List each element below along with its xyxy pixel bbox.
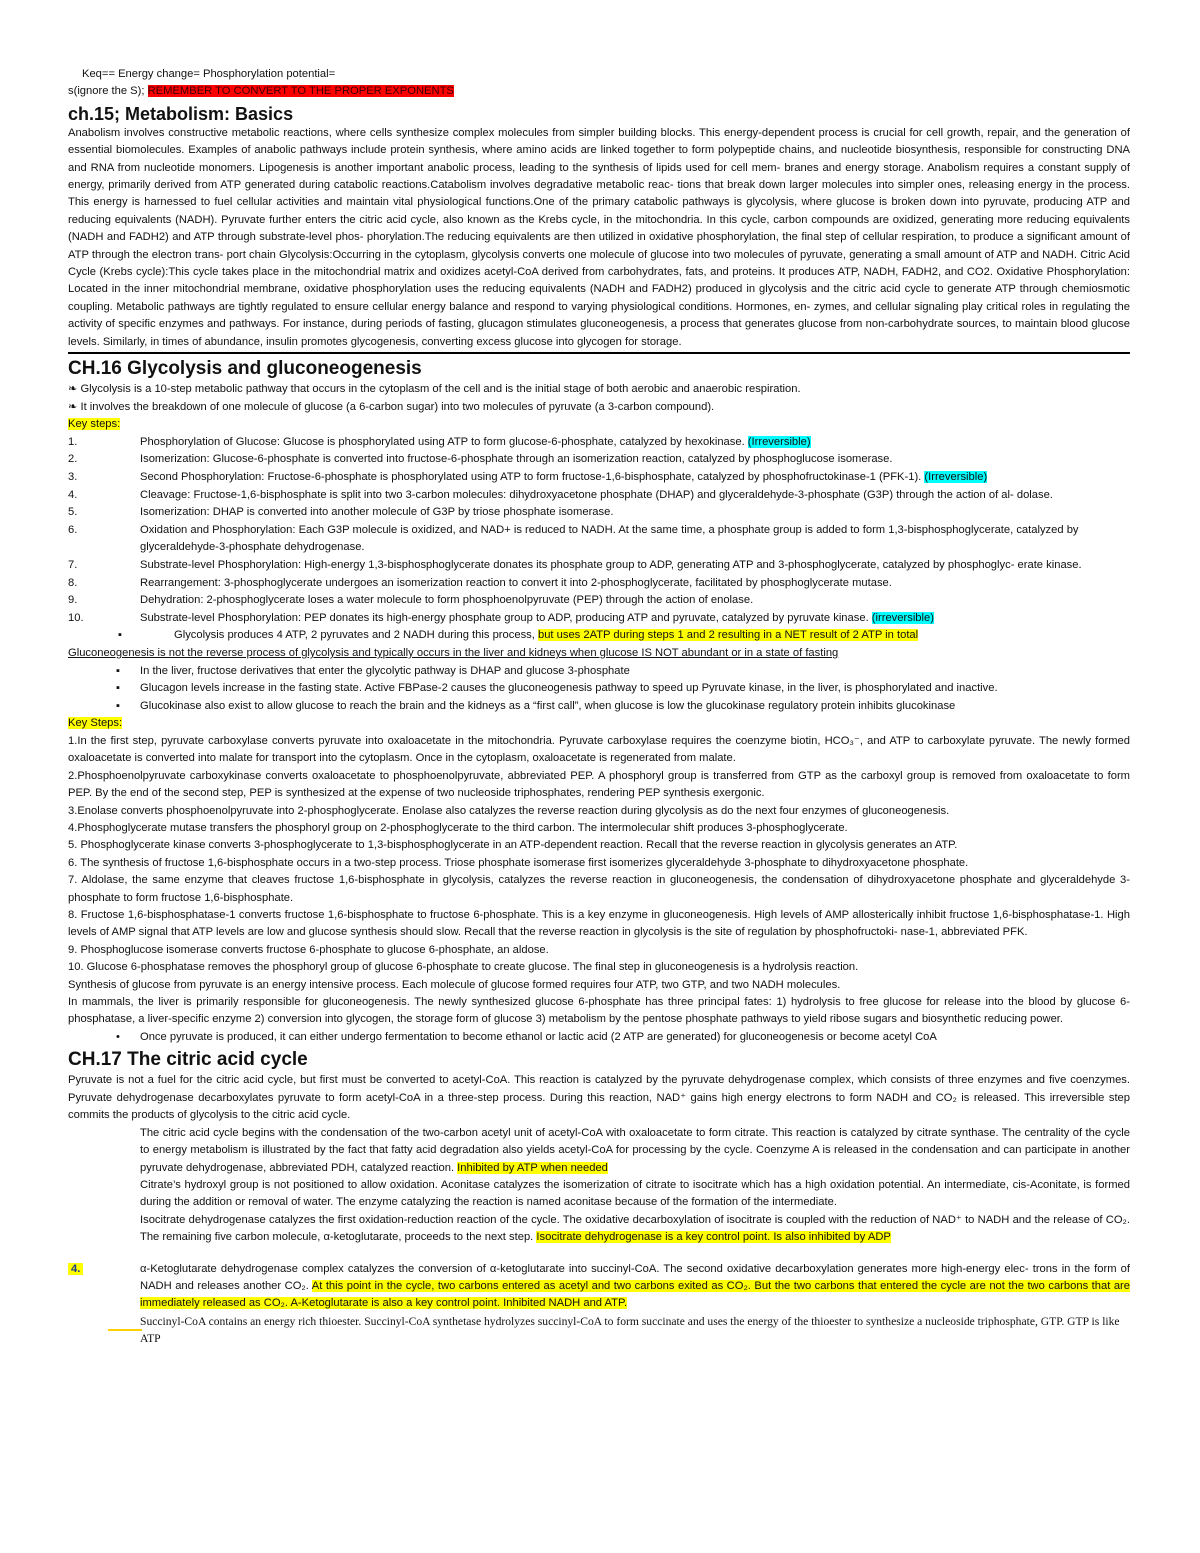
irreversible-tag: (irreversible) <box>871 611 934 624</box>
ketoglutarate-paragraph: 4. α-Ketoglutarate dehydrogenase complex catalyzes the conversion of α-ketoglutarate into succinyl-CoA. The second oxidative decarboxylation generates more high-energy elec- trons in the form of NADH and releases another CO₂. At this point in the cycle, two carbons entered as acetyl and two carbons exited as CO₂. But the two carbons that entered the cycle are not the two carbons that are immediately released as CO₂. A-Ketoglutarate is also a key control point. Inhibited NADH and ATP. <box>68 1261 1130 1313</box>
isocitrate-dehydrogenase-paragraph: Isocitrate dehydrogenase catalyzes the first oxidation-reduction reaction of the cycle. The oxidative decarboxylation of isocitrate is coupled with the reduction of NAD⁺ to NADH and the release of CO₂. The remaining five carbon molecule, α-ketoglutarate, proceeds to the next step. Isocitrate dehydrogenase is a key control point. Is also inhibited by ADP <box>140 1213 1130 1244</box>
pyruvate-bullet: • Once pyruvate is produced, it can either undergo fermentation to become ethanol or lactic acid (2 ATP are generated) for gluconeogenesis or become acetyl CoA <box>68 1029 1130 1047</box>
key-steps-label: Key steps: <box>68 418 121 431</box>
bullet-icon: ❧ <box>68 383 78 396</box>
irreversible-tag: (Irreversible) <box>747 435 811 448</box>
glycolysis-step: 10. Substrate-level Phosphorylation: PEP donates its high-energy phosphate group to ADP, producing ATP and pyruvate, catalyzed by pyruvate kinase. (irreversible) <box>68 611 934 624</box>
gluco-step: 6. The synthesis of fructose 1,6-bisphosphate occurs in a two-step process. Triose phosphate isomerase first isomerizes glyceraldehyde 3-phosphate to dihydroxyacetone phosphate. <box>68 856 969 869</box>
step-4-number: 4. <box>68 1263 83 1275</box>
glycolysis-step: 6. Oxidation and Phosphorylation: Each G3P molecule is oxidized, and NAD+ is reduced to NADH. At the same time, a phosphate group is added to form 1,3-bisphosphoglycerate, catalyzed by glyceraldehyde-3-phosphate dehydrogenase. <box>68 523 1079 554</box>
ch15-body: Anabolism involves constructive metabolic reactions, where cells synthesize complex molecules from simpler building blocks. This energy-dependent process is crucial for cell growth, repair, and the generation of essential biomolecules. Examples of anabolic pathways include protein synthesis, where amino acids are linked together to form polypeptide chains, and nucleotide biosynthesis, responsible for constructing DNA and RNA from nucleotide monomers. Lipogenesis is another important anabolic process, leading to the synthesis of lipids used for cell mem- branes and energy storage. Anabolism requires a constant supply of energy, primarily derived from ATP generated during catabolic reactions.Catabolism involves degradative metabolic reac- tions that break down larger molecules into simpler ones, releasing energy in the process. This energy is harnessed to fuel cellular activities and maintain vital physiological functions.One of the primary catabolic pathways is glycolysis, where glucose is broken down into pyruvate, producing ATP and reducing equivalents (NADH). Pyruvate further enters the citric acid cycle, also known as the Krebs cycle, in the mitochondria. In this cycle, carbon compounds are oxidized, generating more reducing equivalents (NADH and FADH2) and ATP through substrate-level phos- phorylation.The reducing equivalents are then utilized in oxidative phosphorylation, the final step of cellular respiration, to produce a significant amount of ATP through the electron trans- port chain Glycolysis:Occurring in the cytoplasm, glycolysis converts one molecule of glucose into two molecules of pyruvate, generating a small amount of ATP and NADH. Citric Acid Cycle (Krebs cycle):This cycle takes place in the mitochondrial matrix and oxidizes acetyl-CoA derived from carbohydrates, fats, and proteins. It produces ATP, NADH, FADH2, and CO2. Oxidative Phosphorylation: Located in the inner mitochondrial membrane, oxidative phosphorylation uses the reducing equivalents (NADH and FADH2) produced in glycolysis and the citric acid cycle to generate ATP through chemiosmotic coupling. Metabolic pathways are tightly regulated to ensure cellular energy balance and respond to varying physiological conditions. Hormones, en- zymes, and cellular signaling play critical roles in regulating the activity of specific enzymes and pathways. For instance, during periods of fasting, glucagon stimulates gluconeogenesis, a process that generates glucose from non-carbohydrate sources, to maintain blood glucose levels. Similarly, in times of abundance, insulin promotes glycogenesis, converting excess glucose into glycogen for storage. <box>68 125 1130 354</box>
glycolysis-step: 4. Cleavage: Fructose-1,6-bisphosphate is split into two 3-carbon molecules: dihydroxyacetone phosphate (DHAP) and glyceraldehyde-3-phosphate (G3P) through the action of al- dolase. <box>68 488 1053 501</box>
gluco-step: 7. Aldolase, the same enzyme that cleaves fructose 1,6-bisphosphate in glycolysis, catalyzes the reverse reaction in gluconeogenesis, the condensation of dihydroxyacetone phosphate and glyceraldehyde 3-phosphate to form fructose 1,6-bisphosphate. <box>68 874 1130 904</box>
gluco-step: 9. Phosphoglucose isomerase converts fructose 6-phosphate to glucose 6-phosphate, an aldose. <box>68 943 549 956</box>
glycolysis-step: 1. Phosphorylation of Glucose: Glucose is phosphorylated using ATP to form glucose-6-phosphate, catalyzed by hexokinase. (Irreversible) <box>68 435 811 448</box>
bullet-dot-icon: • <box>116 1030 120 1043</box>
gluco-step: 2.Phosphoenolpyruvate carboxykinase converts oxaloacetate to phosphoenolpyruvate, abbreviated PEP. A phosphoryl group is transferred from GTP as the carboxyl group is removed from oxaloacetate to form PEP. By the end of the second step, PEP is synthesized at the expense of two nucleoside triphosphates, rendering PEP synthesis exergonic. <box>68 769 1130 800</box>
document-page <box>68 66 1130 1347</box>
intro-text: It involves the breakdown of one molecule of glucose (a 6-carbon sugar) into two molecules of pyruvate (a 3-carbon compound). <box>80 400 715 413</box>
glycolysis-yield: ▪ Glycolysis produces 4 ATP, 2 pyruvates and 2 NADH during this process, but uses 2ATP during steps 1 and 2 resulting in a NET result of 2 ATP in total <box>68 627 1130 645</box>
ch16-intro-2 <box>68 399 1130 417</box>
glycolysis-step: 5. Isomerization: DHAP is converted into another molecule of G3P by triose phosphate isomerase. <box>68 506 614 519</box>
bullet-icon: ❧ <box>68 400 78 413</box>
key-steps-2-label: Key Steps: <box>68 717 123 730</box>
net-atp-highlight: but uses 2ATP during steps 1 and 2 resulting in a NET result of 2 ATP in total <box>537 629 919 642</box>
control-point-highlight: Isocitrate dehydrogenase is a key control point. Is also inhibited by ADP <box>536 1231 891 1244</box>
glycolysis-step: 7. Substrate-level Phosphorylation: High-energy 1,3-bisphosphoglycerate donates its phosphate group to ADP, generating ATP and 3-phosphoglycerate, catalyzed by phosphoglyc- erate kinase. <box>68 559 1082 572</box>
ch16-intro-1 <box>68 381 1130 399</box>
ch17-heading: CH.17 The citric acid cycle <box>68 1049 308 1071</box>
ch15-heading: ch.15; Metabolism: Basics <box>68 103 294 124</box>
synthesis-cost: Synthesis of glucose from pyruvate is an energy intensive process. Each molecule of glucose formed requires four ATP, two GTP, and two NADH molecules. <box>68 978 841 991</box>
gluco-step: 5. Phosphoglycerate kinase converts 3-phosphoglycerate to 1,3-bisphosphoglycerate in an ATP-dependent reaction. Recall that the reverse reaction in glycolysis generates an ATP. <box>68 839 958 852</box>
gluco-step: 4.Phosphoglycerate mutase transfers the phosphoryl group on 2-phosphoglycerate to the third carbon. The intermolecular shift produces 3-phosphoglycerate. <box>68 822 848 834</box>
ch16-heading: CH.16 Glycolysis and gluconeogenesis <box>68 358 422 380</box>
bullet-square-icon: ▪ <box>116 699 120 712</box>
atp-inhibition-highlight: Inhibited by ATP when needed <box>457 1161 608 1174</box>
carbons-highlight: At this point in the cycle, two carbons entered as acetyl and two carbons exited as CO₂. But the two carbons that entered the cycle are not the two carbons that are immediately released as CO₂. A-Ketoglutarate is also a key control point. Inhibited NADH and ATP. <box>140 1279 1130 1310</box>
keq-line: Keq== Energy change= Phosphorylation potential= <box>82 68 336 80</box>
glycolysis-steps <box>68 434 1130 628</box>
gluco-step: 8. Fructose 1,6-bisphosphatase-1 converts fructose 1,6-bisphosphate to fructose 6-phosphate. This is a key enzyme in gluconeogenesis. High levels of AMP allosterically inhibit fructose 1,6-bisphosphatase-1. High levels of AMP signal that ATP levels are low and glucose synthesis should slow. Recall that the reverse reaction in glycolysis is the site of regulation by phosphofructoki- nase-1, abbreviated PFK. <box>68 909 1130 939</box>
yellow-underline-mark <box>108 1329 142 1331</box>
gluconeogenesis-note: Gluconeogenesis is not the reverse process of glycolysis and typically occurs in the liver and kidneys when glucose IS NOT abundant or in a state of fasting <box>68 647 839 659</box>
ch17-intro: Pyruvate is not a fuel for the citric acid cycle, but first must be converted to acetyl-CoA. This reaction is catalyzed by the pyruvate dehydrogenase complex, which consists of three enzymes and five coenzymes. Pyruvate dehydrogenase decarboxylates pyruvate to form acetyl-CoA in a three-step process. During this reaction, NAD⁺ gains high energy electrons to form NADH and CO₂ is released. This irreversible step commits the products of glycolysis to the citric acid cycle. <box>68 1074 1130 1122</box>
gluco-bullet: ▪ Glucagon levels increase in the fasting state. Active FBPase-2 causes the gluconeogenesis pathway to speed up Pyruvate kinase, in the liver, is phosphorylated and inactive. <box>68 680 1130 698</box>
convert-exponents-reminder: REMEMBER TO CONVERT TO THE PROPER EXPONENTS <box>147 85 454 98</box>
glucose-6p-fates: In mammals, the liver is primarily responsible for gluconeogenesis. The newly synthesized glucose 6-phosphate has three principal fates: 1) hydrolysis to free glucose for release into the blood by glucose 6-phosphatase, a liver-specific enzyme 2) conversion into glycogen, the storage form of glucose 3) metabolism by the pentose phosphate pathways to yield ribose sugars and biosynthetic reducing power. <box>68 996 1130 1026</box>
gluco-bullet: ▪ Glucokinase also exist to allow glucose to reach the brain and the kidneys as a “first call”, when glucose is low the glucokinase regulatory protein inhibits glucokinase <box>68 698 1130 716</box>
bullet-square-icon: ▪ <box>118 629 122 642</box>
glycolysis-step: 8. Rearrangement: 3-phosphoglycerate undergoes an isomerization reaction to convert it into 2-phosphoglycerate, facilitated by phosphoglycerate mutase. <box>68 576 892 589</box>
ignore-s-note: s(ignore the S); <box>68 85 145 98</box>
gluco-step: 3.Enolase converts phosphoenolpyruvate into 2-phosphoglycerate. Enolase also catalyzes the reverse reaction during glycolysis as do the next four enzymes of gluconeogenesis. <box>68 804 950 817</box>
irreversible-tag: (Irreversible) <box>924 471 988 484</box>
gluco-bullet: ▪ In the liver, fructose derivatives that enter the glycolytic pathway is DHAP and glucose 3-phosphate <box>68 663 1130 681</box>
glycolysis-step: 3. Second Phosphorylation: Fructose-6-phosphate is phosphorylated using ATP to form fructose-1,6-bisphosphate, catalyzed by phosphofructokinase-1 (PFK-1). (Irreversible) <box>68 471 988 484</box>
gluco-step: 1.In the first step, pyruvate carboxylase converts pyruvate into oxaloacetate in the mitochondria. Pyruvate carboxylase requires the coenzyme biotin, HCO₃⁻, and ATP to carboxylate pyruvate. The newly formed oxaloacetate is converted into malate for transport into the cytoplasm. Once in the cytoplasm, oxaloacetate is regenerated from malate. <box>68 734 1130 765</box>
citrate-synthase-paragraph: The citric acid cycle begins with the condensation of the two-carbon acetyl unit of acetyl-CoA with oxaloacetate to form citrate. This reaction is catalyzed by citrate synthase. The centrality of the cycle to energy metabolism is illustrated by the fact that fatty acid degradation also yields acetyl-CoA for processing by the cycle. Coenzyme A is released in the condensation and can participate in another pyruvate dehydrogenase, abbreviated PDH, catalyzed reaction. Inhibited by ATP when needed <box>140 1126 1130 1174</box>
bullet-square-icon: ▪ <box>116 664 120 677</box>
gluconeogenesis-steps <box>68 733 1130 977</box>
succinyl-coa-paragraph: Succinyl-CoA contains an energy rich thioester. Succinyl-CoA synthetase hydrolyzes succinyl-CoA to form succinate and uses the energy of the thioester to synthesize a nucleoside triphosphate, GTP. GTP is like ATP <box>140 1314 1120 1345</box>
reminder-line <box>68 83 1130 100</box>
glycolysis-step: 2. Isomerization: Glucose-6-phosphate is converted into fructose-6-phosphate through an isomerization reaction, catalyzed by phosphoglucose isomerase. <box>68 453 893 466</box>
aconitase-paragraph: Citrate’s hydroxyl group is not positioned to allow oxidation. Aconitase catalyzes the isomerization of citrate to isocitrate which has a high oxidation potential. An intermediate, cis-Aconitate, is formed during the addition or removal of water. The enzyme catalyzing the reaction is named aconitase because of the formation of the intermediate. <box>140 1178 1130 1209</box>
bullet-square-icon: ▪ <box>116 682 120 695</box>
gluco-step: 10. Glucose 6-phosphatase removes the phosphoryl group of glucose 6-phosphate to create glucose. The final step in gluconeogenesis is a hydrolysis reaction. <box>68 961 859 974</box>
glycolysis-step: 9. Dehydration: 2-phosphoglycerate loses a water molecule to form phosphoenolpyruvate (PEP) through the action of enolase. <box>68 594 754 607</box>
intro-text: Glycolysis is a 10-step metabolic pathway that occurs in the cytoplasm of the cell and is the initial stage of both aerobic and anaerobic respiration. <box>80 383 801 396</box>
